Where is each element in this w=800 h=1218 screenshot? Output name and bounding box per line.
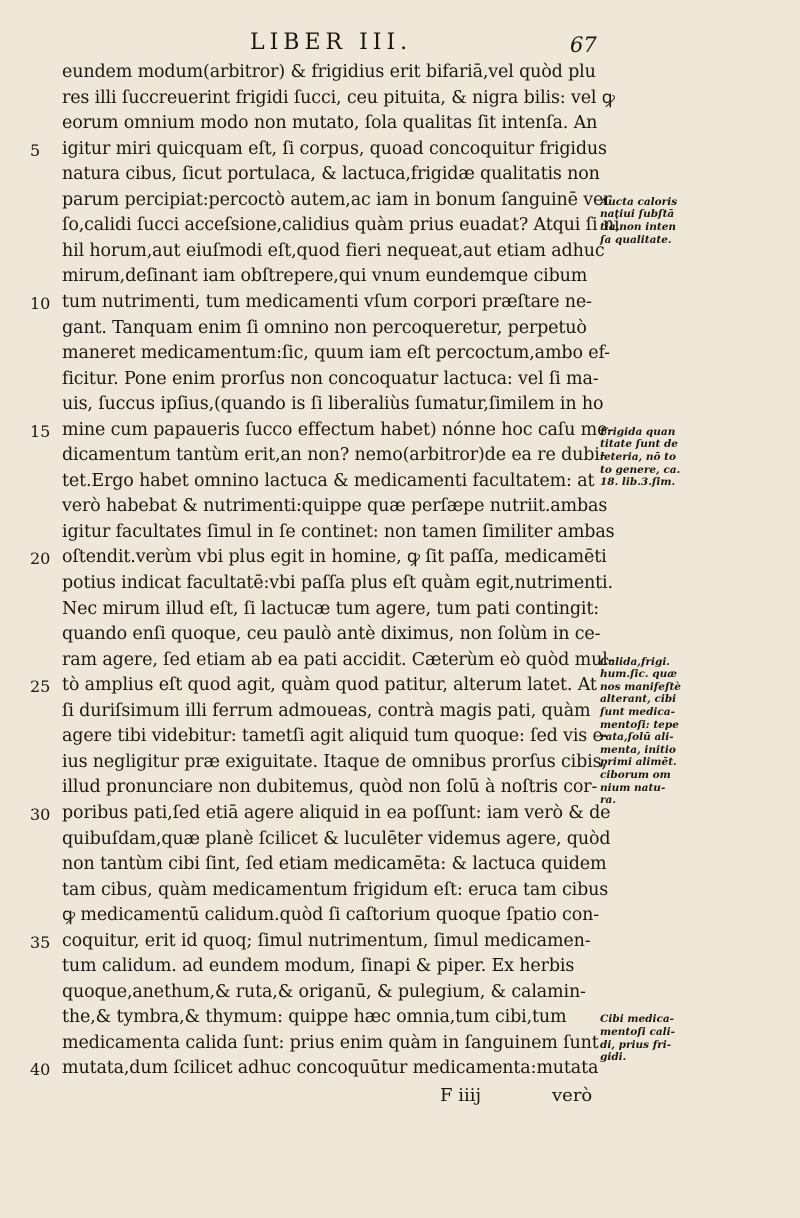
margin-note-line: titate ſunt de — [600, 438, 678, 451]
text-line: coquitur, erit id quoq; ſimul nutrimentum, ſimul medicamen- — [62, 930, 591, 951]
running-head: LIBER III. — [250, 30, 413, 55]
text-line: res illi ſuccreuerint frigidi ſucci, ceu pituita, & nigra bilis: vel ꝙ — [62, 87, 615, 108]
line-number: 35 — [30, 932, 51, 952]
line-number: 15 — [30, 421, 51, 441]
page-number: 67 — [570, 33, 597, 57]
text-line: non tantùm cibi ſint, ſed etiam medicamēta: & lactuca quidem — [62, 854, 607, 875]
margin-note-line: to genere, ca. — [600, 463, 681, 476]
text-line: oſtendit.verùm vbi plus egit in homine, ꝙ ſit paſſa, medicamēti — [62, 547, 607, 568]
margin-note-line: leteria, nō to — [600, 450, 676, 463]
text-line: mirum,deſinant iam obſtrepere,qui vnum eundemque cibum — [62, 266, 588, 287]
line-number: 10 — [30, 293, 51, 313]
text-line: mine cum papaueris ſucco effectum habet) nónne hoc caſu me- — [62, 419, 614, 440]
text-line: Nec mirum illud eſt, ſi lactucæ tum agere, tum pati contingit: — [62, 598, 599, 619]
catchword: verò — [552, 1085, 593, 1106]
text-line: ſo,calidi ſucci acceſsione,calidius quàm prius euadat? Atqui ſi ni — [62, 215, 620, 236]
margin-note-line: ſa qualitate. — [600, 233, 672, 246]
text-line: quibuſdam,quæ planè ſcilicet & luculēter videmus agere, quòd — [62, 828, 611, 849]
text-line: ficitur. Pone enim prorſus non concoquatur lactuca: vel ſi ma- — [62, 368, 599, 389]
text-line: natura cibus, ſicut portulaca, & lactuca,frigidæ qualitatis non — [62, 164, 600, 185]
text-line: igitur miri quicquam eſt, ſi corpus, quoad concoquitur frigidus — [62, 138, 607, 159]
line-number: 30 — [30, 804, 51, 824]
text-line: uis, ſuccus ipſius,(quando is ſi liberaliùs ſumatur,ſimilem in ho — [62, 394, 604, 415]
text-line: dicamentum tantùm erit,an non? nemo(arbitror)de ea re dubi- — [62, 445, 606, 466]
margin-note-line: primi alimēt. — [600, 756, 677, 769]
text-line: eorum omnium modo non mutato, ſola qualitas ſit intenſa. An — [62, 113, 598, 134]
margin-note-line: menta, initio — [600, 743, 676, 756]
margin-note-line: gidi. — [600, 1051, 627, 1064]
text-line: potius indicat facultatē:vbi paſſa plus eſt quàm egit,nutrimenti. — [62, 573, 613, 593]
text-line: eundem modum(arbitror) & frigidius erit bifariā,vel quòd plu — [62, 62, 596, 82]
margin-note-line: 18. lib.3.ſim. — [600, 476, 676, 489]
text-line: the,& tymbra,& thymum: quippe hæc omnia,tum cibi,tum — [62, 1007, 567, 1028]
margin-note-line: alterant, cibi — [600, 693, 677, 706]
margin-note-line: nos manifeſtè — [600, 680, 681, 693]
line-number: 25 — [30, 677, 51, 697]
margin-note-line: mentoſi cali- — [600, 1025, 675, 1038]
margin-note-line: nium natu- — [600, 781, 666, 794]
text-line: igitur facultates ſimul in ſe continet: non tamen ſimiliter ambas — [62, 521, 615, 542]
text-line: maneret medicamentum:ſic, quum iam eſt percoctum,ambo ef- — [62, 343, 610, 364]
margin-note-line: mentoſi: tepe — [600, 718, 679, 731]
margin-note-line: hum.ſic. quæ — [600, 668, 678, 681]
line-number: 40 — [30, 1060, 51, 1080]
text-line: verò habebat & nutrimenti:quippe quæ perſæpe nutriit.ambas — [62, 496, 608, 517]
text-line: tum nutrimenti, tum medicamenti vſum corpori præſtare ne- — [62, 291, 592, 312]
margin-note-line: rata,ſolū ali- — [600, 731, 674, 744]
text-line: tum calidum. ad eundem modum, ſinapi & piper. Ex herbis — [62, 956, 575, 977]
text-line: tet.Ergo habet omnino lactuca & medicamenti facultatem: at — [62, 470, 595, 491]
signature-mark: F iiij — [440, 1085, 482, 1106]
text-line: poribus pati,ſed etiā agere aliquid in ea poſſunt: iam verò & de — [62, 802, 611, 823]
text-line: tam cibus, quàm medicamentum frigidum eſt: eruca tam cibus — [62, 879, 609, 900]
margin-note-line: Cibi medica- — [600, 1013, 675, 1026]
margin-note-line: natiui ſubſtā — [600, 208, 675, 221]
text-line: ſi duriſsimum illi ferrum admoueas, contrà magis pati, quàm — [62, 700, 591, 721]
text-line: quoque,anethum,& ruta,& origanū, & pulegium, & calamin- — [62, 981, 586, 1002]
margin-note-line: di, prius fri- — [600, 1038, 672, 1051]
text-line: quando enſi quoque, ceu paulò antè diximus, non ſolùm in ce- — [62, 624, 601, 645]
text-line: agere tibi videbitur: tametſi agit aliquid tum quoque: ſed vis e- — [62, 726, 609, 747]
margin-note-line: ra. — [600, 794, 616, 807]
text-line: ꝙ medicamentū calidum.quòd ſi caſtorium quoque ſpatio con- — [62, 905, 599, 926]
margin-note-line: ſunt medica- — [600, 706, 675, 719]
text-line: ram agere, ſed etiam ab ea pati accidit. Cæterùm eò quòd mul- — [62, 649, 614, 670]
text-line: illud pronunciare non dubitemus, quòd non ſolū à noſtris cor- — [62, 777, 598, 798]
text-line: ius negligitur præ exiguitate. Itaque de omnibus prorſus cibis, — [62, 751, 607, 772]
margin-note-line: ciborum om — [600, 769, 671, 782]
line-number: 5 — [30, 140, 41, 160]
line-number: 20 — [30, 549, 51, 569]
margin-note-line: Calida,frigi. — [600, 655, 670, 668]
text-line: tò amplius eſt quod agit, quàm quod patitur, alterum latet. At — [62, 675, 597, 696]
text-line: mutata,dum ſcilicet adhuc concoquūtur medicamenta:mutata — [62, 1058, 599, 1079]
margin-note-line: Frigida quan — [600, 425, 676, 438]
text-line: gant. Tanquam enim ſi omnino non percoqueretur, perpetuò — [62, 317, 587, 338]
text-line: hil horum,aut eiuſmodi eſt,quod fieri nequeat,aut etiam adhuc — [62, 240, 605, 261]
text-line: medicamenta calida ſunt: prius enim quàm in ſanguinem ſunt — [62, 1032, 599, 1053]
margin-note-line: Aucta caloris — [600, 195, 678, 208]
margin-note-line: tia,non inten — [600, 220, 677, 233]
text-line: parum percipiat:percoctò autem,ac iam in bonum ſanguinē ver — [62, 189, 612, 210]
